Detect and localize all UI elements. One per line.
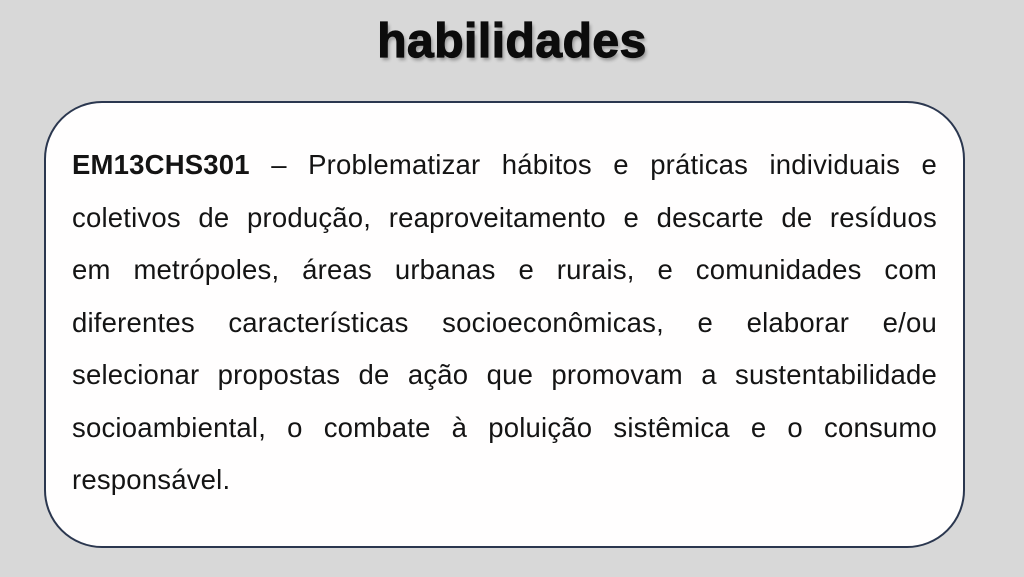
text-line-6: socioambiental, o combate à poluição sistêmica e o consumo — [72, 411, 937, 443]
text-line-4: diferentes características socioeconômicas, e elaborar e/ou — [72, 306, 937, 338]
text-line-1 — [72, 139, 937, 192]
text-line-5: selecionar propostas de ação que promovam a sustentabilidade — [72, 359, 937, 390]
text-line-7: responsável. — [72, 464, 231, 495]
slide-title: habilidades — [377, 15, 647, 68]
text-line-1-rest: Problematizar hábitos e práticas individuais e — [308, 149, 938, 180]
dash-separator: – — [271, 149, 287, 180]
competency-code: EM13CHS301 — [72, 149, 250, 180]
text-line-3: em metrópoles, áreas urbanas e rurais, e comunidades com — [72, 254, 937, 285]
competency-text — [72, 139, 937, 507]
competency-card — [44, 101, 965, 548]
text-line-2: coletivos de produção, reaproveitamento e descarte de resíduos — [72, 201, 937, 233]
